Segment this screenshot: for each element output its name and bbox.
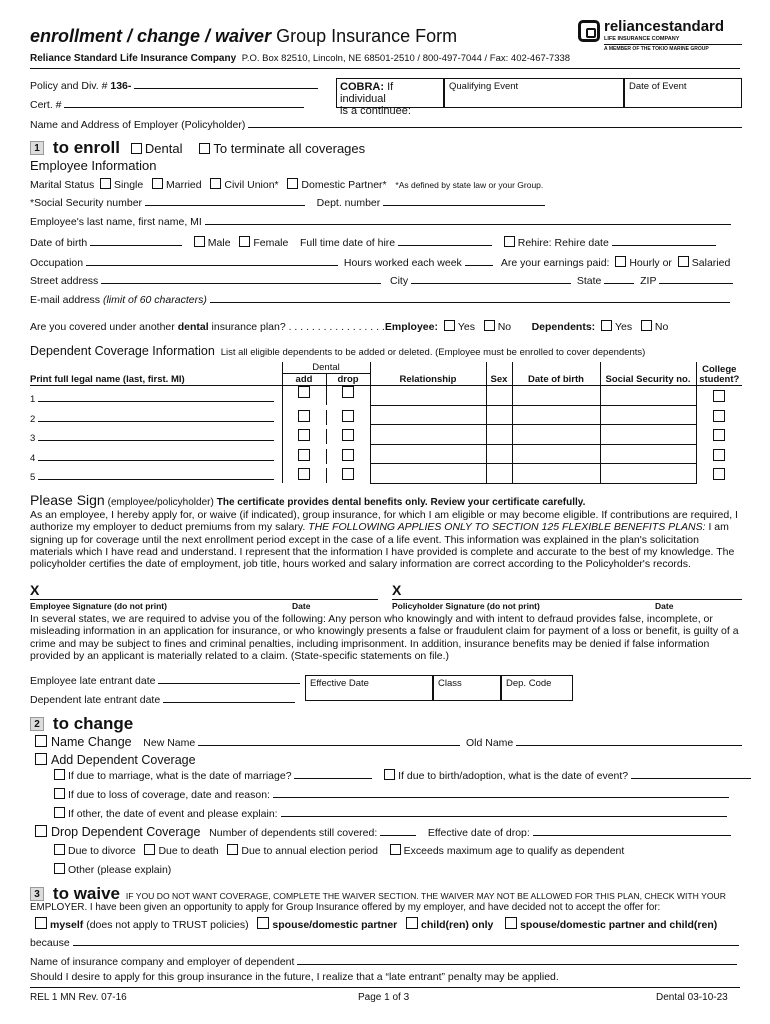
death-label: Due to death [158,845,219,857]
dep-late-field[interactable] [163,702,295,703]
date-of-event-label: Date of Event [629,81,687,92]
sex-cell[interactable] [486,464,512,484]
drop-dep-row [35,825,731,839]
sign-heading [30,492,585,508]
section-number: 1 [30,141,44,155]
divorce-checkbox[interactable] [54,844,65,855]
dep-name-cell[interactable] [30,444,282,464]
hourly-checkbox[interactable] [615,256,626,267]
ssn-cell[interactable] [600,464,696,484]
qualifying-event-label: Qualifying Event [449,81,519,92]
female-checkbox[interactable] [239,236,250,247]
dental-checkbox[interactable] [131,143,142,154]
logo-text: reliancestandard [604,18,725,35]
dep-name-cell[interactable] [30,386,282,406]
sign-para1-b: I am signing up for coverage until the next enrollment period except in the case of a life event. This information was explained in the plan's solicitation materials which I have read and understand. I represent that the information I have provided is complete and accurate to the best of my knowledge. The policyholder certifies the date of employment, job title, hours worked and salary information are correct according to the Policyholder's records. [30,521,735,571]
earnings-label: Are your earnings paid: [500,257,610,269]
add-dep-label: Add Dependent Coverage [51,753,196,767]
civil-union-label: Civil Union* [224,179,279,191]
college-checkbox[interactable] [713,468,725,480]
dob-cell[interactable] [512,425,600,445]
street-field[interactable] [101,283,381,284]
sign-title: Please Sign [30,492,105,508]
footer-version: Dental 03-10-23 [656,992,728,1003]
email-row [30,294,730,306]
other-explain-label: Other (please explain) [68,864,172,876]
dependent-row [30,464,742,484]
city-label: City [389,275,409,287]
ins-name-label: Name of insurance company and employer of dependent [30,956,295,968]
policy-label: Policy and Div. # [30,80,108,92]
annual-label: Due to annual election period [241,845,378,857]
single-label: Single [114,179,144,191]
single-checkbox[interactable] [100,178,111,189]
sex-cell[interactable] [486,444,512,464]
row-number: 1 [30,394,36,405]
emp-date-label: Date [292,601,311,611]
sign-who: (employee/policyholder) [107,497,214,508]
eff-drop-label: Effective date of drop: [427,827,530,839]
email-label: E-mail address [30,294,101,306]
hours-field[interactable] [465,265,493,266]
college-checkbox[interactable] [713,429,725,441]
section-enroll-header [30,138,365,158]
row-number: 2 [30,413,36,425]
add-checkbox[interactable] [298,449,310,461]
city-field[interactable] [411,283,571,284]
add-checkbox[interactable] [298,410,310,422]
qualifying-event-field[interactable] [444,78,624,108]
col-sex-label: Sex [490,374,508,385]
company-address: P.O. Box 82510, Lincoln, NE 68501-2510 / 800-497-7044 / Fax: 402-467-7338 [241,53,571,64]
exceeds-checkbox[interactable] [390,844,401,855]
dependents-yes-checkbox[interactable] [601,320,612,331]
street-label: Street address [30,275,99,287]
covered-q1: Are you covered under another [30,321,175,333]
married-label: Married [166,179,202,191]
section-number: 2 [30,717,44,731]
employee-info-heading: Employee Information [30,158,157,173]
ins-name-row [30,956,737,968]
name-change-checkbox[interactable] [35,735,47,747]
add-dep-row [35,753,196,767]
fraud-paragraph: In several states, we are required to advise you of the following: Any person who knowingly and with intent to defraud provides false, incomplete, or misleading information in an application for insurance, or who knowingly presents a false or fraudulent claim for payment of a loss or benefit, is guilty of a crime and may be subject to fines and criminal penalties, including imprisonment. In addition, insurance benefits may be denied if false information provided by an applicant is materially related to a claim. (State-specific statements on file.) [30,613,739,662]
dependent-table [30,362,742,484]
dob-cell[interactable] [512,444,600,464]
late-note: Should I desire to apply for this group insurance in the future, I realize that a “late entrant” penalty may be applied. [30,971,559,983]
ssn-field[interactable] [145,205,305,206]
other-explain-row [54,863,171,876]
logo-icon [578,20,600,42]
rehire-label: Rehire: Rehire date [517,237,609,249]
occupation-label: Occupation [30,257,84,269]
dependent-row [30,405,742,425]
covered-row [30,320,668,333]
class-box[interactable] [433,675,501,701]
drop-checkbox[interactable] [342,410,354,422]
cert-label: Cert. # [30,99,62,111]
cobra-box [336,78,444,117]
domestic-partner-label: Domestic Partner* [301,179,387,191]
myself-note: (does not apply to TRUST policies) [86,919,249,931]
ssn-row [30,197,545,209]
hourly-label: Hourly or [629,257,672,269]
eff-drop-field[interactable] [533,835,731,836]
footer-page: Page 1 of 3 [358,992,410,1003]
section-title: to waive [52,884,121,903]
college-checkbox[interactable] [713,449,725,461]
ssn-label: *Social Security number [30,197,143,209]
spouse-children-label: spouse/domestic partner and child(ren) [520,919,718,931]
dependent-subtitle: List all eligible dependents to be added or deleted. (Employee must be enrolled to cover dependents) [220,347,646,358]
ssn-cell[interactable] [600,444,696,464]
col-name [30,362,282,386]
loss-label: If due to loss of coverage, date and reason: [68,789,270,801]
ssn-cell[interactable] [600,405,696,425]
annual-checkbox[interactable] [227,844,238,855]
exceeds-label: Exceeds maximum age to qualify as dependent [403,845,625,857]
ssn-cell[interactable] [600,425,696,445]
relationship-cell[interactable] [370,386,486,406]
sign-cert-note: The certificate provides dental benefits only. Review your certificate carefully. [216,497,586,508]
dob-field[interactable] [90,245,182,246]
sign-paragraph [30,509,742,570]
relationship-cell[interactable] [370,464,486,484]
death-checkbox[interactable] [144,844,155,855]
cobra-text2: is a continuee: [340,105,411,117]
spouse-children-checkbox[interactable] [505,917,517,929]
marriage-label: If due to marriage, what is the date of marriage? [68,770,292,782]
cobra-text1: If individual [340,81,394,105]
drop-dep-label: Drop Dependent Coverage [51,825,201,839]
zip-label: ZIP [640,275,657,287]
other-label: If other, the date of event and please explain: [68,808,278,820]
sign-para1-italic: THE FOLLOWING APPLIES ONLY TO SECTION 125 FLEXIBLE BENEFITS PLANS: [308,521,706,534]
terminate-label: To terminate all coverages [213,141,366,156]
asterisk-note: *As defined by state law or your Group. [395,180,544,190]
emp-sig-line[interactable] [30,599,378,600]
marital-row [30,178,543,191]
dependent-row [30,386,742,406]
policy-row [30,80,318,92]
dept-label: Dept. number [316,197,381,209]
myself-checkbox[interactable] [35,917,47,929]
new-name-label: New Name [143,737,196,749]
dob-cell[interactable] [512,405,600,425]
relationship-cell[interactable] [370,444,486,464]
rehire-field[interactable] [612,245,716,246]
employer-row [30,119,742,131]
dep-name-cell[interactable] [30,464,282,484]
company-name: Reliance Standard Life Insurance Company [30,53,237,64]
fulltime-field[interactable] [398,245,492,246]
old-name-label: Old Name [465,737,514,749]
effective-date-box[interactable] [305,675,433,701]
pol-sig-line[interactable] [392,599,742,600]
section-title: to change [52,714,134,733]
because-label: because [30,937,70,949]
lastname-field[interactable] [205,224,731,225]
col-drop-label: drop [326,374,370,385]
other-field[interactable] [281,816,727,817]
add-dep-checkbox[interactable] [35,753,47,765]
dep-code-label: Dep. Code [506,678,552,689]
covered-q2: dental [177,321,209,333]
section-waive-header [30,884,726,904]
employee-yes-checkbox[interactable] [444,320,455,331]
waive-text2: EMPLOYER. I have been given an opportunity to apply for Group Insurance offered by my employer, and have decided not to accept the offer for: [30,902,661,913]
section-title: to enroll [52,138,120,157]
dep-code-box[interactable] [501,675,573,701]
num-deps-field[interactable] [380,835,416,836]
covered-q3: insurance plan? . . . . . . . . . . . . . . . . . [211,321,385,333]
college-checkbox[interactable] [713,390,725,402]
employee-no-label: No [497,321,512,333]
dep-late-label: Dependent late entrant date [30,694,161,706]
dep-name-cell[interactable] [30,405,282,425]
sex-cell[interactable] [486,386,512,406]
emp-sig-label: Employee Signature (do not print) [30,601,167,611]
zip-field[interactable] [659,283,733,284]
because-row [30,937,739,949]
logo-sub: LIFE INSURANCE COMPANY [604,36,680,42]
dob-cell[interactable] [512,386,600,406]
address-row [30,275,733,287]
drop-checkbox[interactable] [342,449,354,461]
emp-sig-x: X [30,582,40,598]
row-number: 5 [30,472,36,483]
add-checkbox[interactable] [298,468,310,480]
divorce-label: Due to divorce [68,845,136,857]
emp-late-row [30,675,300,687]
salaried-checkbox[interactable] [678,256,689,267]
col-relationship-label: Relationship [399,374,457,385]
other-checkbox[interactable] [54,807,65,818]
pol-date-label: Date [655,601,674,611]
marriage-field[interactable] [294,778,372,779]
male-label: Male [207,237,231,249]
hours-label: Hours worked each week [343,257,462,269]
dependent-header-row [30,362,742,386]
form-title [30,26,457,47]
sign-para1: As an employee, I hereby apply for, or waive (if indicated), group insurance, for which I am eligible or may become eligible. If contributions are required, I authorize my employer to deduct premiums from my salary. [30,509,738,534]
civil-union-checkbox[interactable] [210,178,221,189]
date-of-event-field[interactable] [624,78,742,108]
drop-checkbox[interactable] [342,386,354,398]
footer-form: REL 1 MN Rev. 07-16 [30,992,127,1003]
form-title-rest: Group Insurance Form [276,26,458,46]
domestic-partner-checkbox[interactable] [287,178,298,189]
form-title-bold: enrollment / change / waiver [30,26,272,46]
dep-name-cell[interactable] [30,425,282,445]
marriage-row [54,769,751,782]
policy-value: 136- [110,80,132,92]
employer-field[interactable] [248,127,742,128]
state-field[interactable] [604,283,634,284]
effective-date-label: Effective Date [310,678,369,689]
college-checkbox[interactable] [713,410,725,422]
col-college-label1: College [702,364,737,375]
row-number: 4 [30,452,36,464]
male-checkbox[interactable] [194,236,205,247]
ins-name-field[interactable] [297,964,737,965]
lastname-label: Employee's last name, first name, MI [30,216,202,228]
spouse-checkbox[interactable] [257,917,269,929]
waive-options-row [35,917,717,931]
cert-row [30,99,304,111]
pol-sig-label: Policyholder Signature (do not print) [392,601,540,611]
employee-yes-label: Yes [457,321,475,333]
marital-label: Marital Status [30,179,95,191]
occupation-row [30,256,730,269]
children-label: child(ren) only [421,919,494,931]
other-explain-checkbox[interactable] [54,863,65,874]
name-change-label: Name Change [51,735,132,749]
dob-row [30,236,716,249]
col-ssn-label: Social Security no. [605,374,691,385]
pol-sig-x: X [392,582,402,598]
dependent-row [30,425,742,445]
dependents-yes-label: Yes [615,321,633,333]
dob-label: Date of birth [30,237,88,249]
waive-text1: IF YOU DO NOT WANT COVERAGE, COMPLETE THE WAIVER SECTION. THE WAIVER MAY NOT BE ALLOWED FOR THIS PLAN, CHECK WITH YOUR [125,891,726,901]
col-dob-label: Date of birth [528,374,584,385]
birth-checkbox[interactable] [384,769,395,780]
loss-row [54,788,729,801]
dob-cell[interactable] [512,464,600,484]
col-relationship [370,362,486,386]
because-field[interactable] [73,945,739,946]
dependent-heading [30,344,645,358]
sex-cell[interactable] [486,405,512,425]
employer-label: Name and Address of Employer (Policyholder) [30,119,246,131]
email-note: (limit of 60 characters) [102,294,207,306]
sex-cell[interactable] [486,425,512,445]
section-number: 3 [30,887,44,901]
birth-label: If due to birth/adoption, what is the date of event? [398,770,629,782]
children-checkbox[interactable] [406,917,418,929]
employee-label: Employee: [384,321,438,333]
col-sex [486,362,512,386]
loss-checkbox[interactable] [54,788,65,799]
email-field[interactable] [210,302,730,303]
policy-field[interactable] [134,88,318,89]
col-dental-label: Dental [283,362,370,374]
marriage-checkbox[interactable] [54,769,65,780]
company-line [30,53,570,64]
col-dob [512,362,600,386]
salaried-label: Salaried [691,257,731,269]
row-number: 3 [30,433,36,444]
employee-no-checkbox[interactable] [484,320,495,331]
add-checkbox[interactable] [298,429,310,441]
drop-reasons-row [54,844,624,857]
drop-checkbox[interactable] [342,468,354,480]
dependents-no-checkbox[interactable] [641,320,652,331]
new-name-field[interactable] [198,745,460,746]
col-dental [282,362,370,386]
female-label: Female [253,237,289,249]
col-add-label: add [295,374,313,385]
add-checkbox[interactable] [298,386,310,398]
terminate-checkbox[interactable] [199,143,210,154]
dept-field[interactable] [383,205,545,206]
cert-field[interactable] [64,107,304,108]
other-row [54,807,727,820]
dep-late-row [30,694,295,706]
old-name-field[interactable] [516,745,742,746]
state-label: State [576,275,602,287]
loss-field[interactable] [273,797,729,798]
myself-label: myself [50,919,84,931]
dental-label: Dental [144,141,183,156]
emp-late-label: Employee late entrant date [30,675,156,687]
col-college [696,362,742,386]
drop-checkbox[interactable] [342,429,354,441]
num-deps-label: Number of dependents still covered: [209,827,378,839]
col-name-label: Print full legal name (last, first. MI) [30,374,185,385]
rehire-checkbox[interactable] [504,236,515,247]
dependent-title: Dependent Coverage Information [30,344,215,358]
col-college-label2: student? [699,374,740,385]
cobra-label: COBRA: [340,81,384,93]
relationship-cell[interactable] [370,405,486,425]
name-change-row [35,735,742,749]
fulltime-label: Full time date of hire [300,237,396,249]
class-label: Class [438,678,462,689]
birth-field[interactable] [631,778,751,779]
emp-late-field[interactable] [158,683,300,684]
occupation-field[interactable] [86,265,338,266]
spouse-label: spouse/domestic partner [272,919,398,931]
lastname-row [30,216,731,228]
married-checkbox[interactable] [152,178,163,189]
dependents-no-label: No [654,321,669,333]
ssn-cell[interactable] [600,386,696,406]
section-change-header [30,714,133,734]
dependents-label: Dependents: [531,321,596,333]
dependent-row [30,444,742,464]
col-ssn [600,362,696,386]
logo-member: A MEMBER OF THE TOKIO MARINE GROUP [604,46,709,52]
relationship-cell[interactable] [370,425,486,445]
drop-dep-checkbox[interactable] [35,825,47,837]
